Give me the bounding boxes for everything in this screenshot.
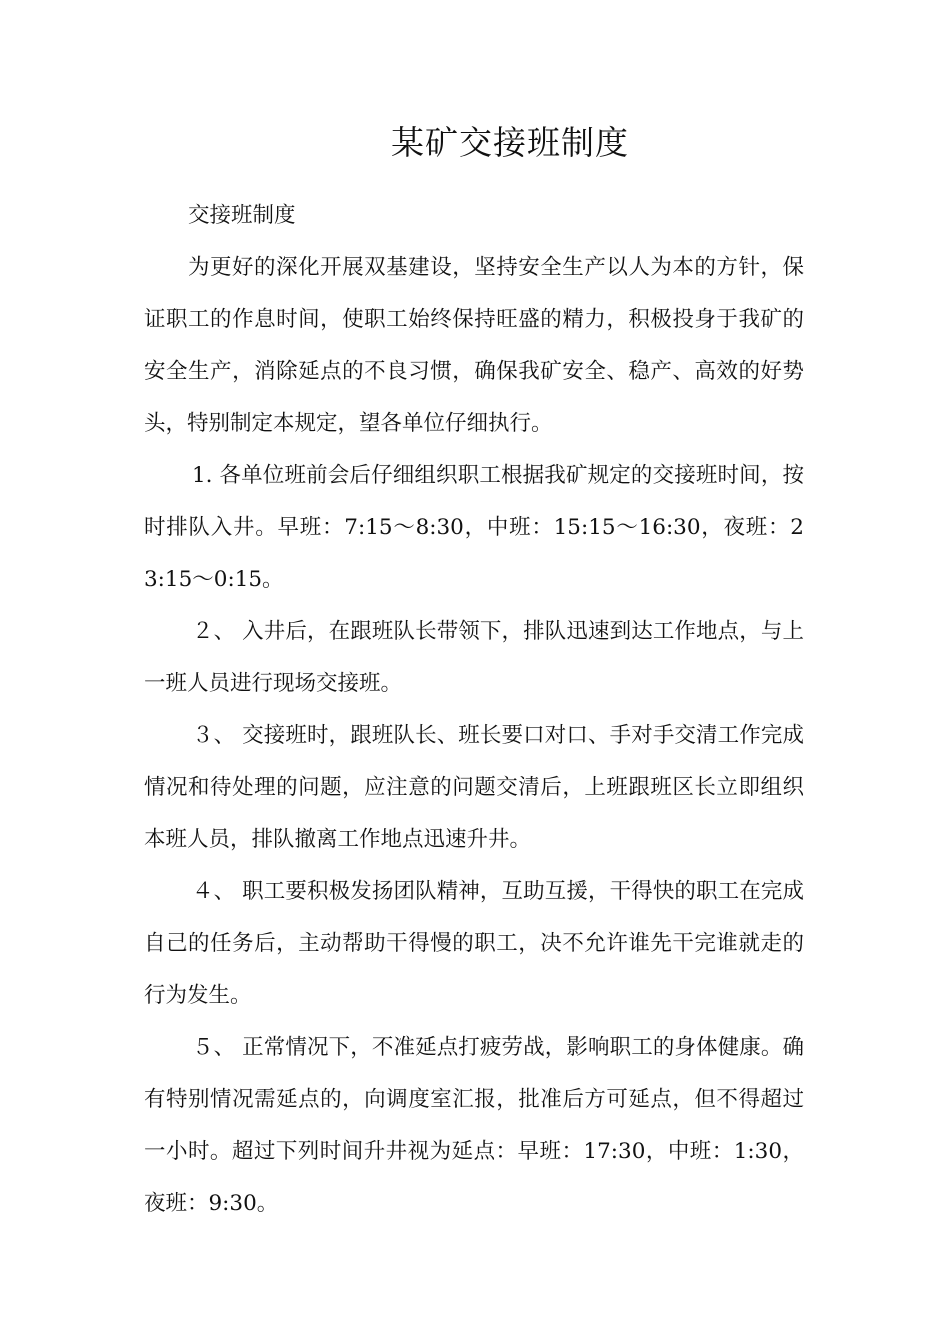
- rule-2-paragraph: ２、 入井后，在跟班队长带领下，排队迅速到达工作地点，与上一班人员进行现场交接班。: [144, 619, 804, 696]
- rule-5-paragraph: ５、 正常情况下，不准延点打疲劳战，影响职工的身体健康。确有特别情况需延点的，向调度室汇报，批准后方可延点，但不得超过一小时。超过下列时间升井视为延点：早班：17:30，中班：1:30，夜班：9:30。: [144, 1035, 804, 1216]
- section-heading: 交接班制度: [188, 203, 296, 228]
- document-title: 某矿交接班制度: [391, 123, 629, 162]
- rule-4-paragraph: ４、 职工要积极发扬团队精神，互助互援，干得快的职工在完成自己的任务后，主动帮助干得慢的职工，决不允许谁先干完谁就走的行为发生。: [144, 879, 804, 1008]
- rule-1-paragraph: 1. 各单位班前会后仔细组织职工根据我矿规定的交接班时间，按时排队入井。早班：7:15～8:30，中班：15:15～16:30，夜班：23:15～0:15。: [144, 463, 804, 592]
- rule-3-paragraph: ３、 交接班时，跟班队长、班长要口对口、手对手交清工作完成情况和待处理的问题，应注意的问题交清后，上班跟班区长立即组织本班人员，排队撤离工作地点迅速升井。: [144, 723, 804, 852]
- intro-paragraph: 为更好的深化开展双基建设，坚持安全生产以人为本的方针，保证职工的作息时间，使职工始终保持旺盛的精力，积极投身于我矿的安全生产，消除延点的不良习惯，确保我矿安全、稳产、高效的好势头，特别制定本规定，望各单位仔细执行。: [144, 255, 804, 436]
- document-body: [144, 190, 804, 1230]
